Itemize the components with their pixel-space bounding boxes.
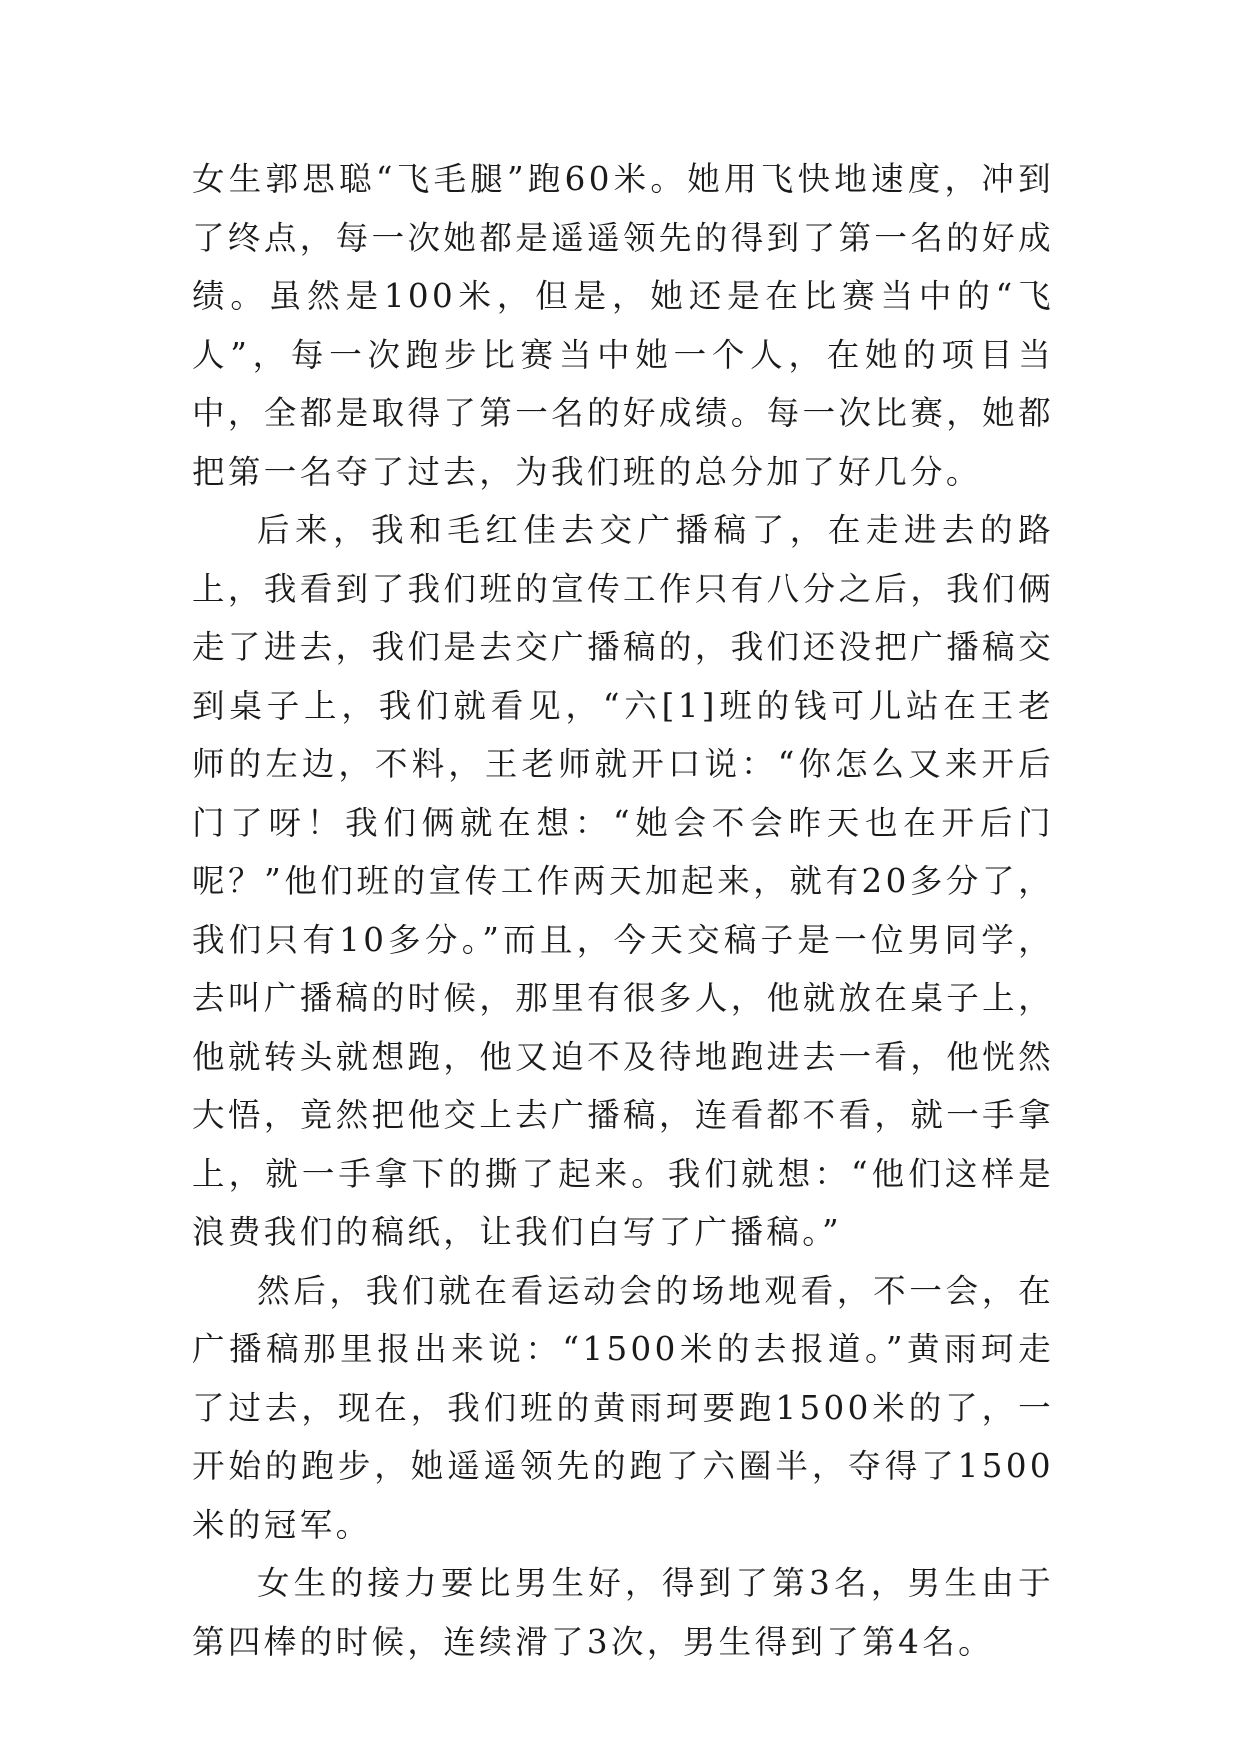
paragraph-3: 然后，我们就在看运动会的场地观看，不一会，在广播稿那里报出来说：“1500米的去报道。”黄雨珂走了过去，现在，我们班的黄雨珂要跑1500米的了，一开始的跑步，她遥遥领先的跑了六圈半，夺得了1500米的冠军。 xyxy=(192,1271,1054,1544)
paragraph-4: 女生的接力要比男生好，得到了第3名，男生由于第四棒的时候，连续滑了3次，男生得到了第4名。 xyxy=(192,1564,1054,1661)
document-body xyxy=(192,150,1054,1671)
paragraph-2: 后来，我和毛红佳去交广播稿了，在走进去的路上，我看到了我们班的宣传工作只有八分之后，我们俩走了进去，我们是去交广播稿的，我们还没把广播稿交到桌子上，我们就看见，“六[1]班的钱可儿站在王老师的左边，不料，王老师就开口说：“你怎么又来开后门了呀！我们俩就在想：“她会不会昨天也在开后门呢？”他们班的宣传工作两天加起来，就有20多分了，我们只有10多分。”而且，今天交稿子是一位男同学，去叫广播稿的时候，那里有很多人，他就放在桌子上，他就转头就想跑，他又迫不及待地跑进去一看，他恍然大悟，竟然把他交上去广播稿，连看都不看，就一手拿上，就一手拿下的撕了起来。我们就想：“他们这样是浪费我们的稿纸，让我们白写了广播稿。” xyxy=(192,511,1054,1251)
paragraph-1: 女生郭思聪“飞毛腿”跑60米。她用飞快地速度，冲到了终点，每一次她都是遥遥领先的得到了第一名的好成绩。虽然是100米，但是，她还是在比赛当中的“飞人”，每一次跑步比赛当中她一个人，在她的项目当中，全都是取得了第一名的好成绩。每一次比赛，她都把第一名夺了过去，为我们班的总分加了好几分。 xyxy=(192,160,1054,491)
